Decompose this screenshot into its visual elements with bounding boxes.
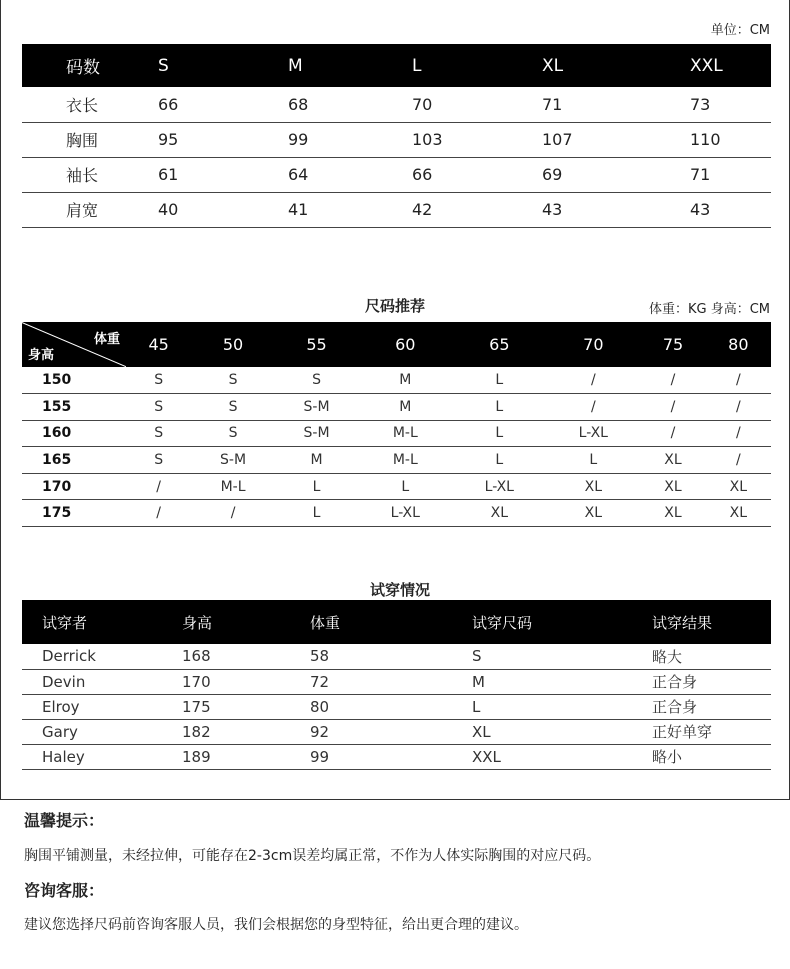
size-cell: /: [156, 478, 161, 495]
size-cell: M: [399, 398, 412, 415]
table-row: [22, 157, 771, 192]
table-cell: 73: [690, 94, 711, 114]
size-cell: L: [401, 478, 410, 495]
size-cell: S-M: [303, 425, 330, 442]
table-cell: 略大: [652, 647, 683, 666]
header-size-l: L: [412, 55, 422, 76]
header-tester: 试穿者: [42, 613, 88, 632]
table-row: [22, 192, 771, 227]
size-cell: /: [735, 372, 741, 389]
table-cell: 110: [690, 130, 721, 149]
size-table: [22, 44, 771, 228]
table-row: [22, 447, 771, 474]
table-cell: 42: [412, 200, 433, 219]
table-cell: 61: [158, 165, 179, 184]
table-row: [22, 420, 771, 447]
size-cell: L: [589, 452, 598, 469]
size-cell: M-L: [392, 452, 418, 469]
header-size-m: M: [288, 55, 303, 76]
size-cell: L: [312, 478, 321, 495]
table-row: [22, 694, 771, 719]
height-label: 175: [42, 505, 72, 522]
table-row: [22, 367, 771, 394]
size-cell: XL: [584, 505, 603, 522]
table-cell: 66: [412, 165, 433, 184]
table-cell: XL: [472, 722, 491, 741]
table-cell: M: [472, 672, 485, 691]
service-text: 建议您选择尺码前咨询客服人员，我们会根据您的身型特征，给出更合理的建议。: [24, 917, 528, 933]
tip-heading: 温馨提示：: [24, 811, 105, 830]
table-cell: 43: [542, 200, 563, 219]
table-cell: 182: [182, 722, 211, 741]
corner-cell: [22, 322, 126, 367]
table-cell: 68: [288, 94, 309, 114]
unit-note: 单位：CM: [710, 23, 770, 38]
size-cell: /: [590, 372, 596, 389]
size-cell: S: [228, 425, 238, 442]
table-cell: 41: [288, 200, 309, 219]
tip-text: 胸围平铺测量，未经拉伸，可能存在2-3cm误差均属正常，不作为人体实际胸围的对应尺码。: [24, 848, 601, 864]
header-size-s: S: [158, 55, 169, 76]
corner-weight-label: 体重: [93, 332, 120, 347]
header-weight: 体重: [310, 613, 341, 632]
size-cell: XL: [490, 505, 509, 522]
row-label: 胸围: [66, 131, 99, 150]
size-cell: L: [495, 398, 504, 415]
weight-header: 80: [728, 335, 749, 354]
size-cell: S-M: [220, 452, 247, 469]
table-cell: S: [472, 647, 482, 666]
size-cell: /: [590, 398, 596, 415]
table-cell: 64: [288, 165, 309, 184]
tester-name: Elroy: [42, 697, 80, 716]
size-cell: S: [228, 398, 238, 415]
size-table-header: [22, 44, 771, 87]
fitting-table-header: [22, 600, 771, 644]
table-row: [22, 87, 771, 122]
size-cell: XL: [729, 505, 748, 522]
table-cell: 170: [182, 672, 211, 691]
size-cell: S: [228, 372, 238, 389]
table-cell: 正合身: [652, 673, 698, 691]
table-cell: L: [472, 697, 481, 716]
size-cell: /: [735, 398, 741, 415]
corner-height-label: 身高: [28, 348, 55, 363]
table-cell: 72: [310, 672, 330, 691]
size-cell: XL: [664, 505, 682, 522]
table-cell: 40: [158, 200, 179, 219]
size-cell: S: [312, 372, 321, 389]
size-cell: /: [670, 372, 676, 389]
weight-header: 50: [222, 335, 244, 354]
row-label: 肩宽: [66, 201, 99, 220]
table-cell: 168: [182, 647, 211, 666]
size-cell: /: [670, 398, 676, 415]
table-cell: XXL: [472, 747, 501, 766]
size-cell: /: [156, 505, 161, 522]
table-cell: 175: [182, 697, 211, 716]
table-cell: 略小: [652, 748, 683, 766]
weight-header: 45: [148, 335, 169, 354]
table-row: [22, 744, 771, 769]
table-row: [22, 394, 771, 421]
height-label: 170: [42, 478, 72, 495]
weight-header: 60: [395, 335, 416, 354]
size-cell: M-L: [392, 425, 418, 442]
size-cell: L: [312, 505, 321, 522]
table-cell: 正合身: [652, 698, 698, 716]
size-cell: L-XL: [484, 478, 514, 495]
recommend-title: 尺码推荐: [364, 297, 425, 315]
header-size-xl: XL: [542, 55, 564, 76]
table-cell: 107: [542, 130, 573, 149]
table-cell: 71: [542, 94, 563, 114]
tester-name: Gary: [42, 722, 78, 741]
table-row: [22, 719, 771, 744]
size-cell: L: [495, 425, 504, 442]
fitting-title: 试穿情况: [369, 581, 430, 599]
table-row: [22, 644, 771, 669]
row-label: 袖长: [66, 166, 99, 185]
recommend-table: [22, 322, 771, 527]
size-cell: XL: [584, 478, 603, 495]
tester-name: Derrick: [42, 647, 96, 666]
table-row: [22, 500, 771, 527]
table-cell: 103: [412, 130, 443, 149]
table-cell: 43: [690, 200, 711, 219]
row-label: 衣长: [66, 95, 99, 115]
height-label: 150: [42, 372, 72, 389]
table-cell: 66: [158, 94, 179, 114]
size-cell: L: [495, 452, 504, 469]
service-heading: 咨询客服：: [24, 881, 105, 900]
size-cell: XL: [664, 478, 682, 495]
table-row: [22, 473, 771, 500]
size-cell: /: [735, 452, 741, 469]
table-cell: 70: [412, 94, 433, 114]
header-height: 身高: [182, 613, 213, 632]
table-cell: 80: [310, 697, 330, 716]
table-cell: 95: [158, 130, 179, 149]
header-size-xxl: XXL: [690, 55, 723, 76]
size-cell: S: [154, 398, 164, 415]
tester-name: Haley: [42, 747, 85, 766]
weight-header: 65: [489, 335, 510, 354]
table-cell: 99: [288, 130, 309, 149]
table-cell: 71: [690, 165, 711, 184]
table-cell: 正好单穿: [652, 723, 713, 741]
height-label: 160: [42, 425, 72, 442]
size-cell: L: [495, 372, 504, 389]
size-cell: M: [310, 452, 323, 469]
size-cell: XL: [729, 478, 748, 495]
size-cell: /: [670, 425, 676, 442]
header-size-label: 码数: [66, 58, 100, 78]
size-cell: M-L: [220, 478, 246, 495]
recommend-table-header: [22, 322, 771, 367]
table-cell: 189: [182, 747, 211, 766]
size-cell: S: [154, 372, 164, 389]
size-cell: S: [154, 425, 164, 442]
tester-name: Devin: [42, 672, 86, 691]
height-label: 165: [42, 452, 72, 469]
table-cell: 99: [310, 747, 330, 766]
height-label: 155: [42, 398, 72, 415]
table-cell: 92: [310, 722, 330, 741]
table-cell: 58: [310, 647, 330, 666]
weight-header: 55: [306, 335, 327, 354]
size-cell: S: [154, 452, 164, 469]
size-cell: L-XL: [578, 425, 608, 442]
table-row: [22, 669, 771, 694]
table-row: [22, 122, 771, 157]
size-cell: XL: [664, 452, 682, 469]
weight-header: 75: [662, 335, 684, 354]
size-cell: S-M: [303, 398, 330, 415]
size-cell: /: [230, 505, 236, 522]
header-fit-size: 试穿尺码: [472, 613, 533, 632]
size-cell: /: [735, 425, 741, 442]
weight-header: 70: [583, 335, 604, 354]
size-cell: M: [399, 372, 412, 389]
fitting-table: [22, 600, 771, 770]
header-fit-result: 试穿结果: [652, 613, 713, 632]
recommend-units: 体重：KG 身高：CM: [648, 302, 770, 317]
table-cell: 69: [542, 165, 563, 184]
size-cell: L-XL: [390, 505, 420, 522]
